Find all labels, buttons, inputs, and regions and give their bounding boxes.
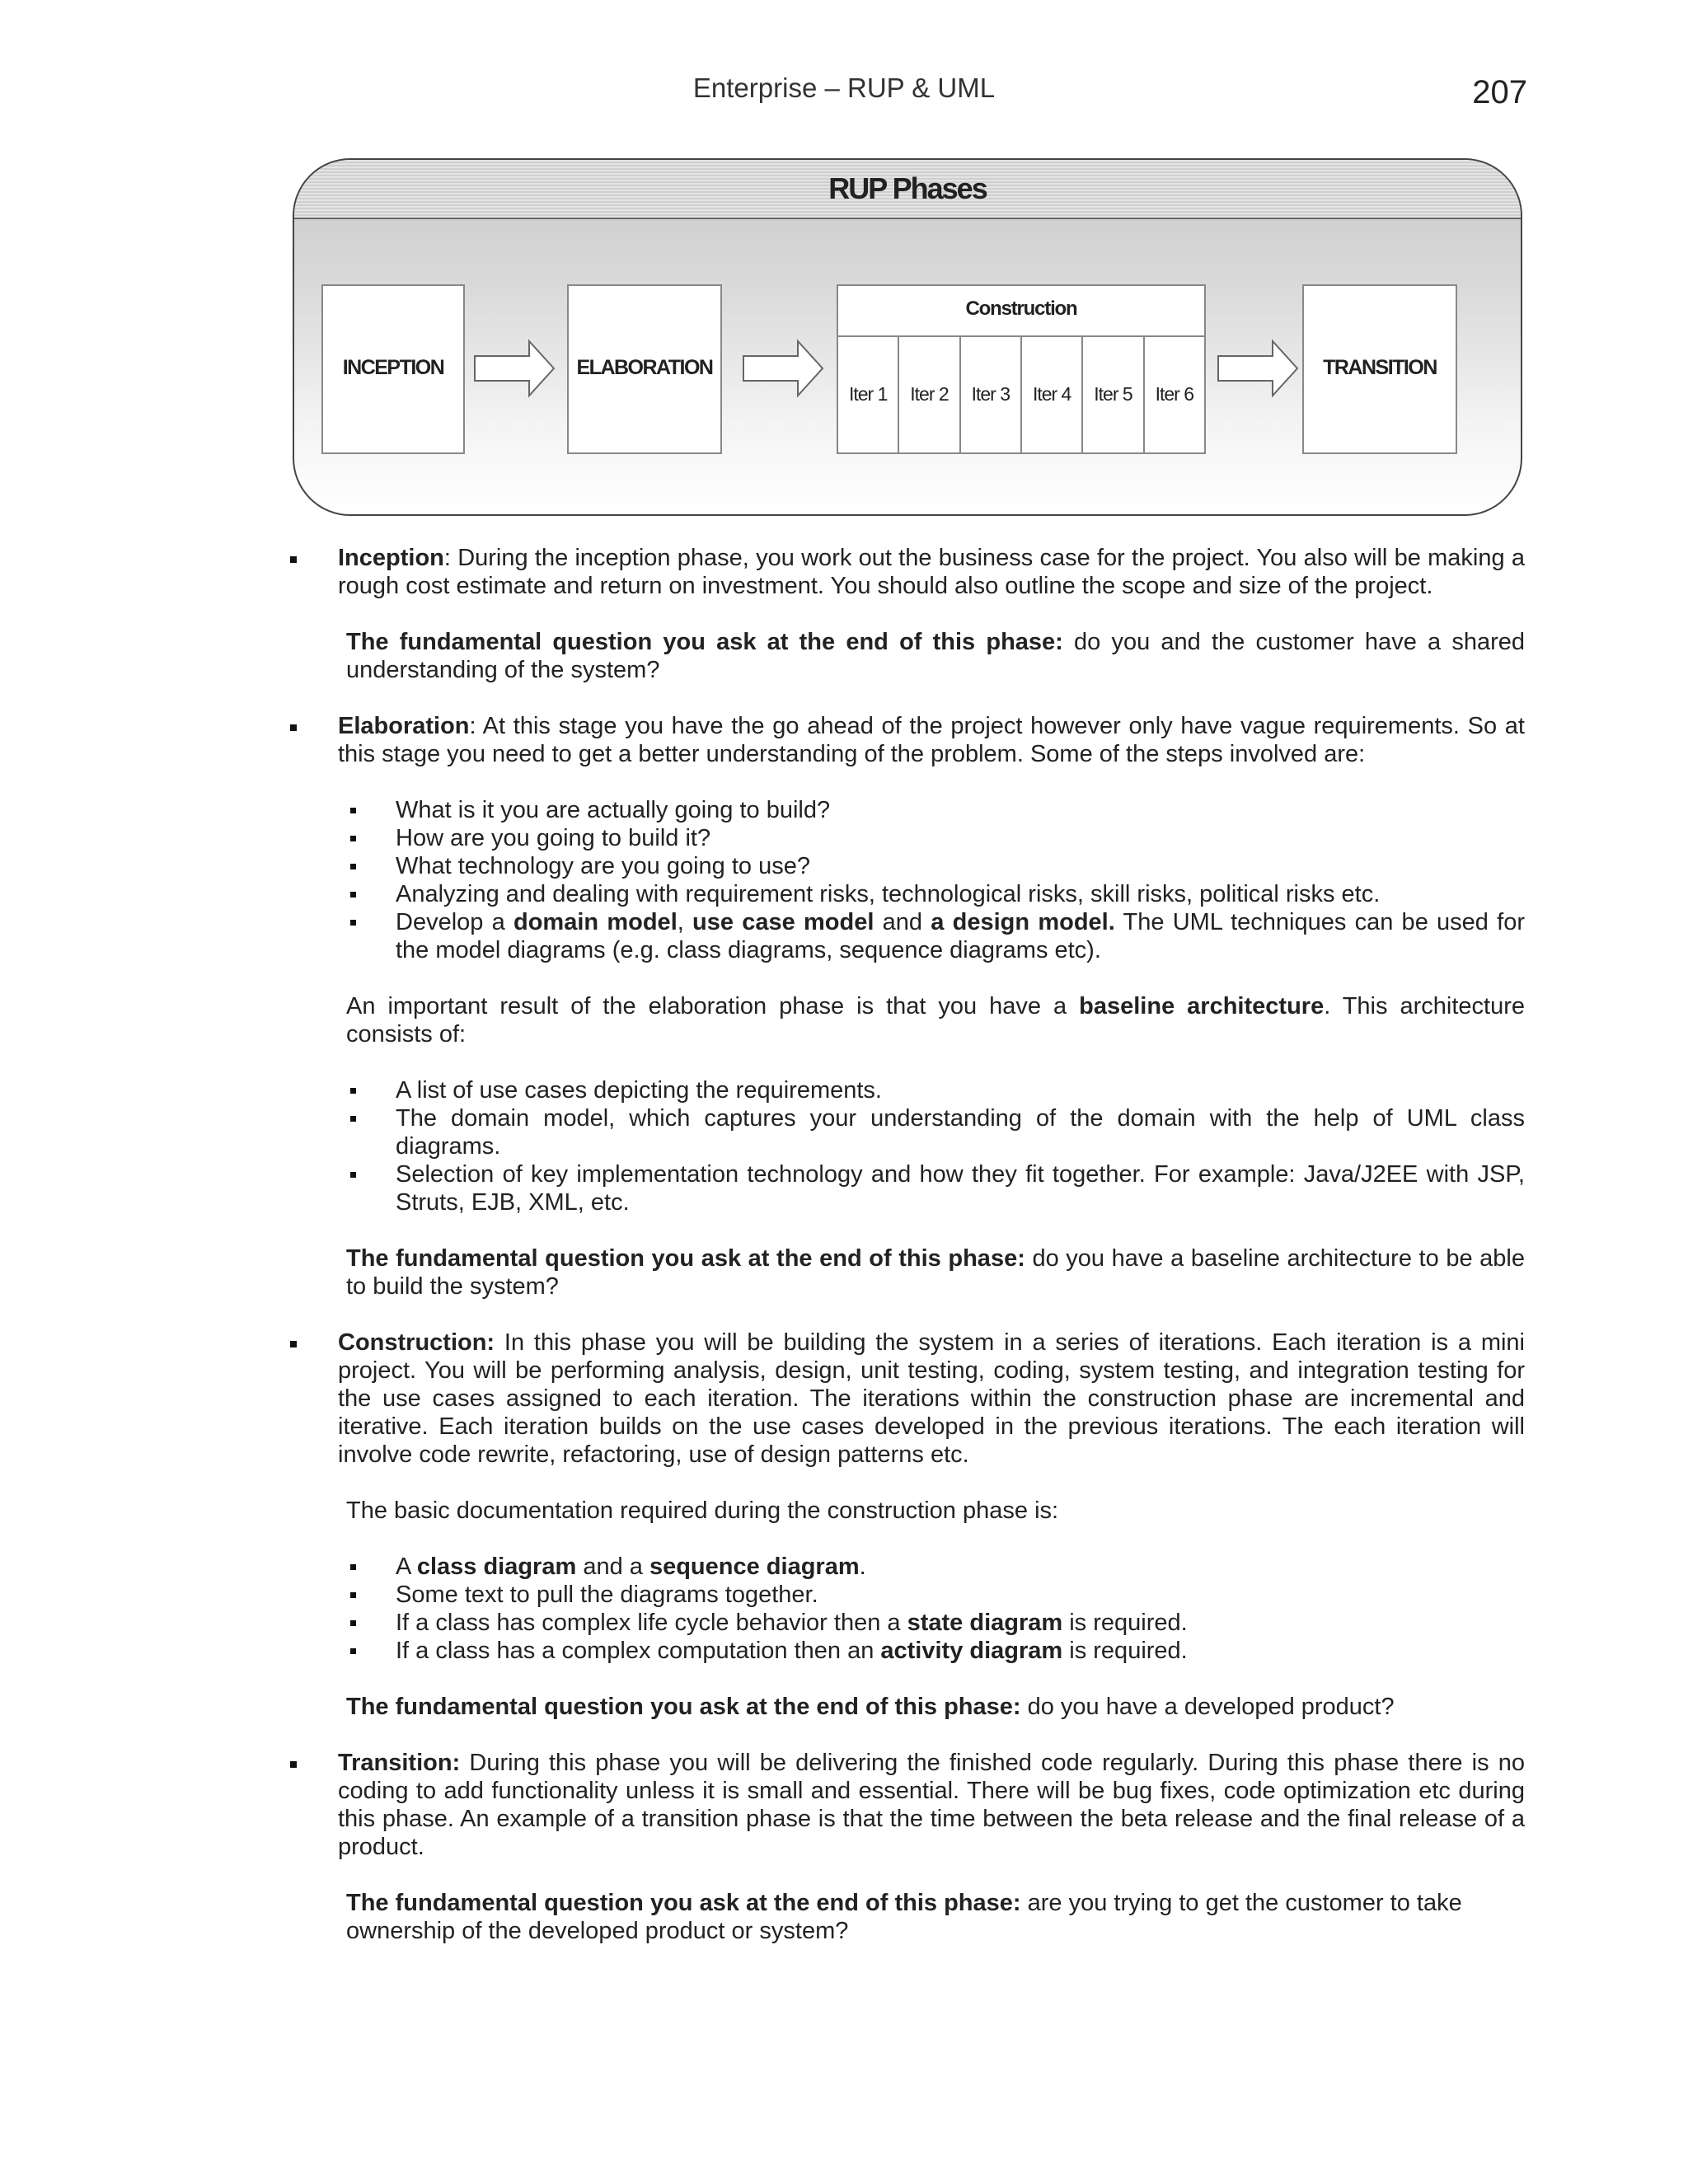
iteration-label: Iter 4 [1032,383,1071,405]
arrow-right-icon [742,338,824,399]
rup-phases-diagram [293,158,1521,514]
construction-paragraph [288,1329,1525,1469]
phase-box-construction [837,284,1206,454]
list-item: The domain model, which captures your understanding of the domain with the help of UML class diagrams. [288,1104,1525,1160]
phase-label-inception: INCEPTION [342,356,444,379]
document-body [288,544,1525,1945]
construction-term: Construction: [338,1329,495,1356]
transition-paragraph [288,1749,1525,1861]
list-item: Analyzing and dealing with requirement risks, technological risks, skill risks, political risks etc. [288,880,1525,908]
architecture-list [288,1076,1525,1216]
transition-term: Transition: [338,1750,461,1776]
phase-box-transition [1302,284,1457,454]
question-text: do you and the customer have a shared understanding of the system? [346,629,1525,683]
question-label: The fundamental question you ask at the end of this phase: [346,1890,1021,1916]
iteration-label: Iter 2 [910,383,949,405]
iteration-cell [837,335,899,454]
construction-docs-list [288,1553,1525,1665]
inception-question [288,628,1525,684]
phase-box-inception [321,284,465,454]
iteration-cell [1143,335,1206,454]
elaboration-steps-list [288,796,1525,964]
question-text: do you have a developed product? [1020,1694,1395,1720]
elaboration-term: Elaboration [338,713,470,739]
construction-text: In this phase you will be building the system in a series of iterations. Each iteration is a mini project. You will be performing analysis, design, unit testing, coding, system testing, and integration testing for the use cases assigned to each iteration. The iterations within the construction phase are incremental and iterative. Each iteration builds on the use cases developed in the previous iterations. The each iteration will involve code rewrite, refactoring, use of design patterns etc. [338,1329,1525,1468]
elaboration-question [288,1244,1525,1301]
list-item: How are you going to build it? [288,824,1525,852]
iteration-cell [1020,335,1083,454]
iteration-label: Iter 5 [1094,383,1132,405]
arrow-right-icon [1217,338,1299,399]
construction-question [288,1693,1525,1721]
elaboration-result: An important result of the elaboration phase is that you have a baseline architecture. This architecture consists of: [346,993,1525,1047]
iteration-label: Iter 6 [1155,383,1194,405]
diagram-title: RUP Phases [828,171,987,205]
list-item: A list of use cases depicting the requirements. [288,1076,1525,1104]
list-item: Some text to pull the diagrams together. [288,1581,1525,1609]
header-title: Enterprise – RUP & UML [692,73,996,103]
diagram-title-bar [294,160,1521,219]
question-label: The fundamental question you ask at the end of this phase: [346,1245,1025,1272]
iteration-label: Iter 1 [848,383,888,405]
question-label: The fundamental question you ask at the end of this phase: [346,1694,1021,1720]
list-item: Develop a domain model, use case model and a design model. The UML techniques can be used for the model diagrams (e.g. class diagrams, sequence diagrams etc). [288,908,1525,964]
question-text: do you have a baseline architecture to be able to build the system? [346,1245,1525,1300]
inception-term: Inception [338,545,444,571]
question-label: The fundamental question you ask at the end of this phase: [346,629,1063,655]
arrow-right-icon [473,338,556,399]
iteration-row [837,335,1206,454]
question-text: are you trying to get the customer to take ownership of the developed product or system? [346,1890,1462,1944]
iteration-cell [898,335,960,454]
page-number: 207 [1472,74,1527,110]
iteration-label: Iter 3 [971,383,1010,405]
iteration-cell [1081,335,1144,454]
elaboration-paragraph [288,712,1525,768]
list-item: Selection of key implementation technology and how they fit together. For example: Java/J2EE with JSP, Struts, EJB, XML, etc. [288,1160,1525,1216]
list-item: If a class has a complex computation then an activity diagram is required. [288,1637,1525,1665]
transition-text: During this phase you will be delivering the finished code regularly. During this phase there is no coding to add functionality unless it is small and essential. There will be bug fixes, code optimization etc during this phase. An example of a transition phase is that the time between the beta release and the final release of a product. [338,1750,1525,1860]
list-item: A class diagram and a sequence diagram. [288,1553,1525,1581]
elaboration-text: : At this stage you have the go ahead of the project however only have vague requirements. So at this stage you need to get a better understanding of the problem. Some of the steps involved are: [338,713,1525,767]
inception-paragraph [288,544,1525,600]
transition-question [288,1889,1525,1945]
phase-label-elaboration: ELABORATION [576,356,713,379]
construction-docs-intro: The basic documentation required during the construction phase is: [346,1497,1059,1524]
list-item: What technology are you going to use? [288,852,1525,880]
list-item: What is it you are actually going to build? [288,796,1525,824]
phase-label-construction: Construction [965,298,1077,320]
phase-box-elaboration [567,284,722,454]
phase-label-transition: TRANSITION [1323,356,1437,379]
inception-text: : During the inception phase, you work out the business case for the project. You also will be making a rough cost estimate and return on investment. You should also outline the scope and size of the project. [338,545,1525,599]
iteration-cell [959,335,1022,454]
list-item: If a class has complex life cycle behavior then a state diagram is required. [288,1609,1525,1637]
page-header [0,73,1688,114]
